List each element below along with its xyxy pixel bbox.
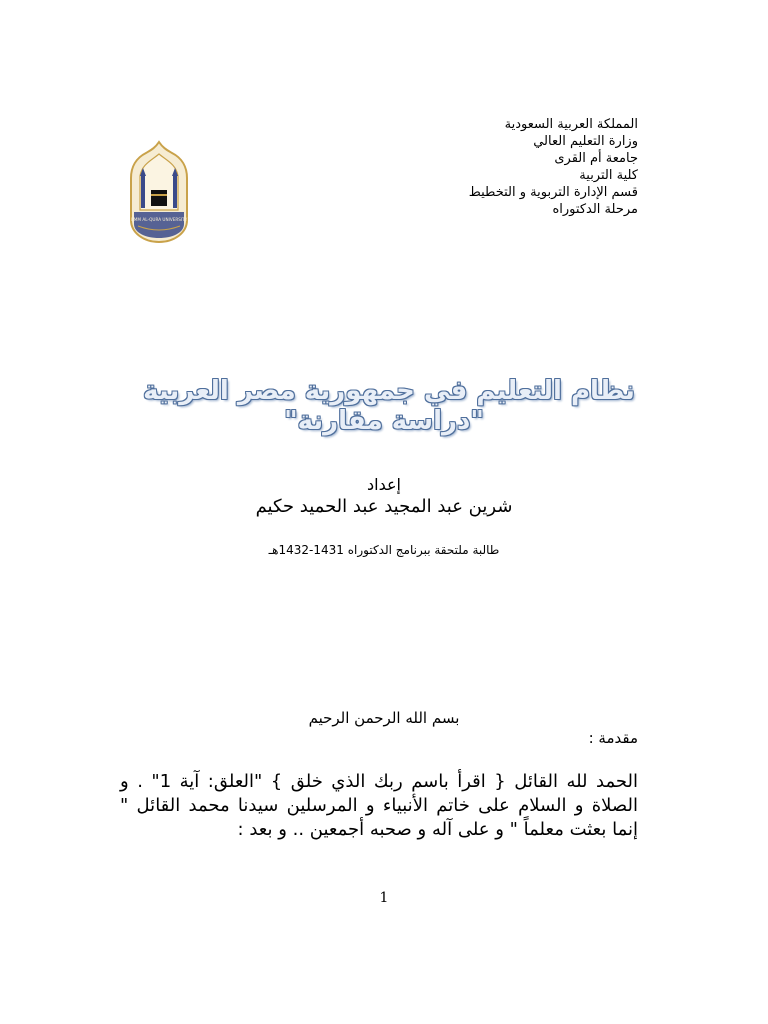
header-university: جامعة أم القرى: [554, 151, 638, 166]
introduction-heading: مقدمة :: [588, 729, 638, 747]
author-name: شرين عبد المجيد عبد الحميد حكيم: [255, 496, 513, 517]
university-logo-icon: [124, 140, 194, 244]
university-emblem-graphic: [124, 140, 194, 244]
institution-header: [318, 116, 638, 218]
prepared-by-label: إعداد: [367, 475, 401, 494]
logo-caption: UMM AL-QURA UNIVERSITY: [130, 217, 188, 222]
student-note: طالبة ملتحقة ببرنامج الدكتوراه 1431-1432هـ: [268, 543, 500, 557]
title-line-1: نظام التعليم في جمهورية مصر العربية: [143, 376, 635, 406]
document-title: [120, 376, 648, 436]
header-ministry: وزارة التعليم العالي: [533, 134, 638, 149]
title-line-2: "دراسة مقارنة": [284, 406, 484, 436]
basmala: بسم الله الرحمن الرحيم: [308, 709, 460, 727]
introduction-paragraph: الحمد لله القائل { اقرأ باسم ربك الذي خلق } "العلق: آية 1" . و الصلاة و السلام على خاتم الأنبياء و المرسلين سيدنا محمد القائل " إنما بعثت معلماً " و على آله و صحبه أجمعين .. و بعد :: [120, 771, 638, 840]
page-number: 1: [379, 890, 389, 906]
header-country: المملكة العربية السعودية: [504, 117, 638, 132]
header-stage: مرحلة الدكتوراه: [552, 202, 638, 217]
header-college: كلية التربية: [579, 168, 638, 183]
header-department: قسم الإدارة التربوية و التخطيط: [468, 185, 638, 200]
